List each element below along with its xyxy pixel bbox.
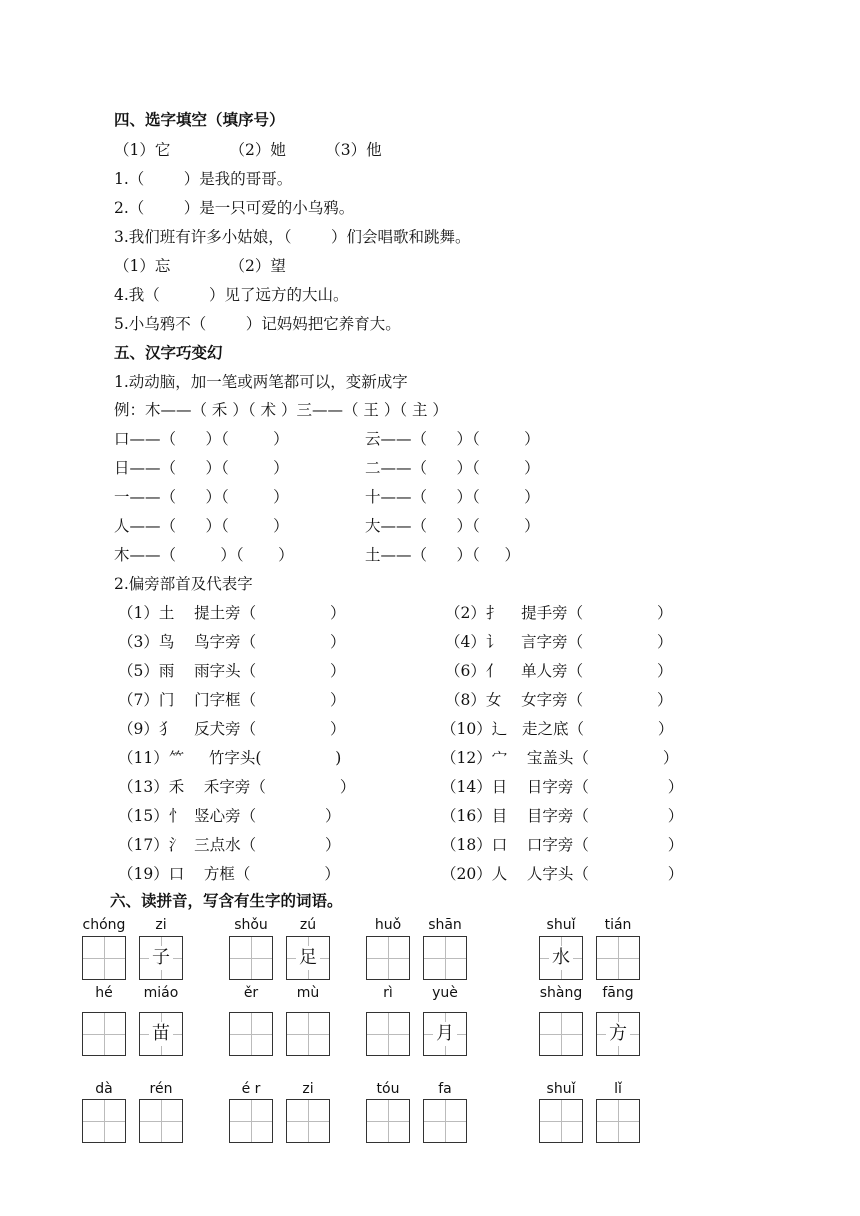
writing-box[interactable] [82,936,126,980]
writing-box[interactable] [139,936,183,980]
writing-box[interactable] [596,936,640,980]
example-line: 例：木——（ 禾 ）（ 术 ）三——（ 王 ）（ 主 ） [114,401,448,419]
radical-row-right: （12）宀 宝盖头（ ） [441,749,679,767]
options-line: （1）它 （2）她 （3）他 [114,141,382,159]
writing-box[interactable] [229,936,273,980]
stroke-row-right: 大——（ ）（ ） [365,517,540,535]
question-4: 4.我（ ）见了远方的大山。 [114,286,349,304]
box-character: 方 [606,1022,630,1046]
box-character: 月 [433,1022,457,1046]
writing-box[interactable] [539,1099,583,1143]
pinyin-label: shuǐ [546,1081,576,1097]
writing-box[interactable] [596,1012,640,1056]
stroke-row-right: 二——（ ）（ ） [365,459,540,477]
writing-box[interactable] [286,936,330,980]
radical-row-left: （7）门 门字框（ ） [118,691,346,709]
pinyin-label: shàng [539,985,583,1001]
radical-row-left: （5）雨 雨字头（ ） [118,662,346,680]
radical-row-right: （16）目 目字旁（ ） [441,807,684,825]
pinyin-label: tóu [376,1081,400,1097]
radical-row-left: （15）忄 竖心旁（ ） [118,807,341,825]
stroke-row-left: 一——（ ）（ ） [114,488,289,506]
question-3: 3.我们班有许多小姑娘，（ ）们会唱歌和跳舞。 [114,228,471,246]
writing-box[interactable] [366,1099,410,1143]
radical-row-right: （20）人 人字头（ ） [441,865,684,883]
radical-row-right: （8）女 女字旁（ ） [445,691,673,709]
writing-box[interactable] [539,1012,583,1056]
radical-row-left: （11）⺮ 竹字头( ) [118,749,342,767]
writing-box[interactable] [139,1012,183,1056]
pinyin-label: zi [302,1081,314,1097]
stroke-row-right: 云——（ ）（ ） [365,430,540,448]
pinyin-label: yuè [432,985,458,1001]
pinyin-label: shuǐ [546,917,576,933]
radical-row-right: （14）日 日字旁（ ） [441,778,684,796]
radical-row-left: （19）口 方框（ ） [118,865,340,883]
writing-box[interactable] [423,1012,467,1056]
part2-title: 2.偏旁部首及代表字 [114,575,253,593]
pinyin-label: shān [428,917,462,933]
radical-row-left: （3）鸟 鸟字旁（ ） [118,633,346,651]
writing-box[interactable] [539,936,583,980]
pinyin-label: miáo [143,985,179,1001]
writing-box[interactable] [423,1099,467,1143]
radical-row-right: （6）亻 单人旁（ ） [445,662,673,680]
pinyin-label: shǒu [234,917,268,933]
writing-box[interactable] [82,1099,126,1143]
pinyin-label: fāng [602,985,634,1001]
writing-box[interactable] [229,1012,273,1056]
pinyin-label: rén [149,1081,173,1097]
stroke-row-left: 日——（ ）（ ） [114,459,289,477]
section4-title: 四、选字填空（填序号） [114,111,285,129]
box-character: 子 [149,946,173,970]
pinyin-label: chóng [82,917,126,933]
writing-box[interactable] [139,1099,183,1143]
box-character: 足 [296,946,320,970]
pinyin-label: zi [155,917,167,933]
pinyin-label: mù [296,985,320,1001]
stroke-row-right: 土——（ ）（ ） [365,546,520,564]
pinyin-label: zú [299,917,317,933]
stroke-row-left: 人——（ ）（ ） [114,517,289,535]
pinyin-label: hé [95,985,113,1001]
section5-title: 五、汉字巧变幻 [114,344,223,362]
radical-row-right: （18）口 口字旁（ ） [441,836,684,854]
radical-row-left: （1）土 提土旁（ ） [118,604,346,622]
pinyin-label: tián [604,917,632,933]
part1-title: 1.动动脑，加一笔或两笔都可以，变新成字 [114,373,408,391]
pinyin-label: dà [95,1081,113,1097]
writing-box[interactable] [229,1099,273,1143]
stroke-row-left: 木——（ ）（ ） [114,546,294,564]
question-1: 1.（ ）是我的哥哥。 [114,170,293,188]
writing-box[interactable] [596,1099,640,1143]
radical-row-right: （2）扌 提手旁（ ） [445,604,673,622]
radical-row-left: （9）犭 反犬旁（ ） [118,720,346,738]
box-character: 水 [549,946,573,970]
pinyin-label: rì [383,985,393,1001]
writing-box[interactable] [286,1012,330,1056]
question-5: 5.小乌鸦不（ ）记妈妈把它养育大。 [114,315,401,333]
stroke-row-left: 口——（ ）（ ） [114,430,289,448]
radical-row-right: （10）辶 走之底（ ） [441,720,674,738]
pinyin-label: é r [241,1081,261,1097]
section6-title: 六、读拼音，写含有生字的词语。 [110,892,343,910]
writing-box[interactable] [366,1012,410,1056]
pinyin-label: lǐ [614,1081,622,1097]
radical-row-left: （13）禾 禾字旁（ ） [118,778,356,796]
pinyin-label: fa [438,1081,452,1097]
pinyin-label: huǒ [374,917,402,933]
radical-row-right: （4）讠 言字旁（ ） [445,633,673,651]
writing-box[interactable] [423,936,467,980]
writing-box[interactable] [366,936,410,980]
radical-row-left: （17）氵 三点水（ ） [118,836,341,854]
writing-box[interactable] [286,1099,330,1143]
stroke-row-right: 十——（ ）（ ） [365,488,540,506]
box-character: 苗 [149,1022,173,1046]
writing-box[interactable] [82,1012,126,1056]
question-2: 2.（ ）是一只可爱的小乌鸦。 [114,199,355,217]
options-line: （1）忘 （2）望 [114,257,286,275]
pinyin-label: ěr [243,985,259,1001]
